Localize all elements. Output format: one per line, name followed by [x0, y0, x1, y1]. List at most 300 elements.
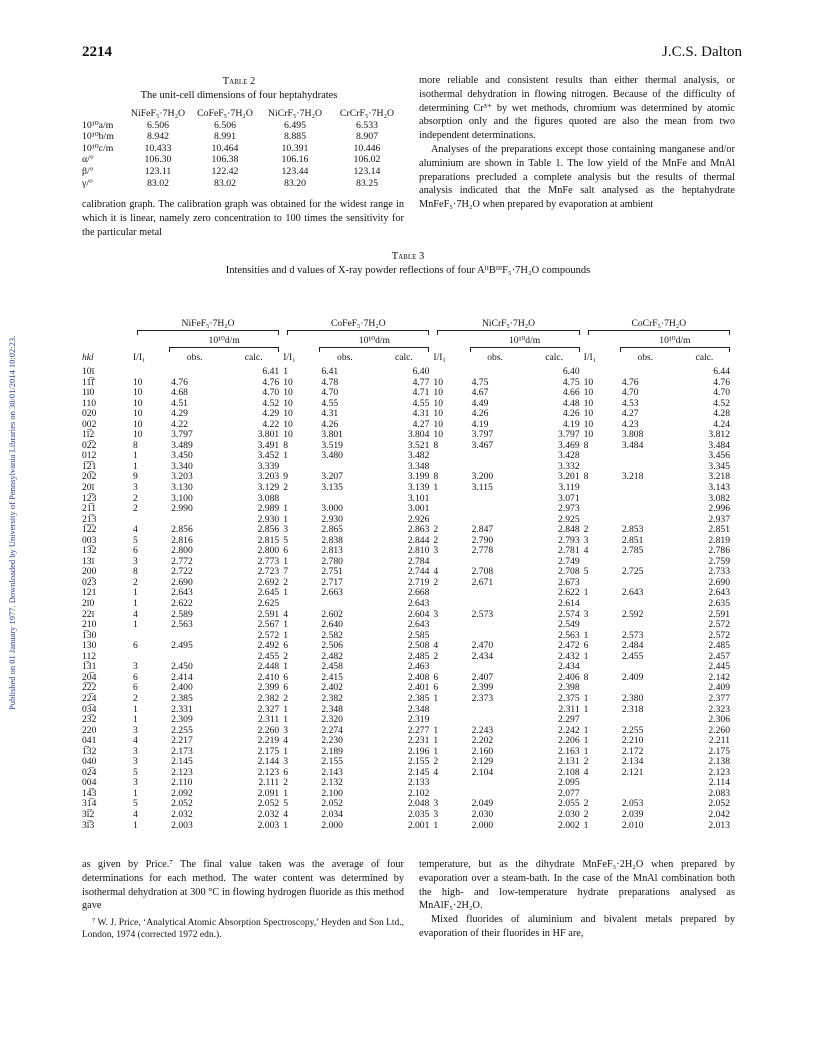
- table3-cell: 1: [283, 629, 288, 641]
- footnote: ⁷ W. J. Price, ‘Analytical Atomic Absorption Spectroscopy,’ Heyden and Son Ltd., London, 1974 (corrected 1972 edn.).: [82, 918, 405, 941]
- table3-cell: 1: [433, 735, 439, 747]
- table3-cell: 23̅2: [82, 714, 97, 726]
- table3-cell: 2.640: [321, 619, 343, 631]
- table3-cell: 3.450: [171, 450, 193, 462]
- table3-column-header: obs.: [637, 352, 654, 363]
- table3-cell: [466, 778, 525, 789]
- table3-cell: [616, 494, 675, 505]
- table3-column-header: I/I₁: [283, 352, 296, 363]
- table3-cell: 2: [433, 524, 439, 536]
- table3-cell: 4: [583, 766, 589, 778]
- table3-cell: 4.77: [412, 376, 430, 388]
- table3-cell: 1: [132, 787, 138, 799]
- table3-column-header: calc.: [394, 352, 413, 363]
- table3-cell: 3.804: [407, 429, 430, 441]
- table3-cell: 2.549: [558, 619, 580, 631]
- table3-cell: 4.70: [321, 387, 339, 399]
- table3-cell: 2.708: [471, 566, 494, 578]
- table3-cell: 6.44: [713, 366, 730, 377]
- table3-cell: 1: [583, 692, 589, 704]
- table3-cell: 20̅2: [82, 471, 97, 483]
- table3-cell: 2.719: [407, 576, 430, 588]
- table3-cell: 2.813: [321, 545, 343, 557]
- table2-cell: 6.495: [283, 119, 307, 131]
- d-label: 10¹⁰d/m: [358, 335, 391, 346]
- table3-cell: [315, 599, 374, 610]
- table3-cell: 2.643: [171, 587, 193, 599]
- table3-cell: 2.926: [407, 513, 430, 525]
- table3-cell: 4: [132, 808, 138, 820]
- table3-cell: 2.863: [407, 524, 430, 536]
- table3-cell: 2.996: [708, 503, 730, 515]
- table3-cell: 2.780: [321, 555, 343, 567]
- table3-cell: 3.001: [407, 503, 430, 515]
- table3-cell: 2.189: [321, 745, 343, 757]
- table3-cell: 2.508: [407, 640, 430, 652]
- table3-cell: 2.003: [257, 819, 280, 831]
- table3-cell: 3.207: [321, 471, 343, 483]
- table3-cell: 2.784: [407, 555, 430, 567]
- d-label: 10¹⁰d/m: [659, 335, 691, 346]
- table3-cell: 4.22: [262, 418, 280, 430]
- table3-cell: 1ī0: [82, 387, 95, 399]
- table3-cell: 2.320: [321, 714, 343, 726]
- table3-cell: 2.643: [407, 619, 430, 631]
- table2-cell: 106.30: [144, 154, 172, 166]
- compound-name: CoFeF₅·7H₂O: [330, 318, 386, 329]
- table3-cell: 13̅2: [82, 545, 97, 557]
- table3-cell: 2.010: [621, 819, 644, 831]
- table3-cell: 2.463: [407, 661, 430, 673]
- table3-cell: 2.448: [257, 661, 280, 673]
- table3-cell: 2.131: [558, 756, 580, 768]
- table3-cell: 2.445: [708, 661, 730, 673]
- table3-cell: 4: [283, 608, 288, 620]
- blank-cell: [133, 335, 165, 347]
- table3-cell: 2.211: [708, 735, 730, 747]
- table3-cell: 31̅4: [82, 798, 97, 810]
- table3-cell: 10: [132, 387, 143, 399]
- table2-header-cell: NiFeF₅·7H₂O: [130, 108, 186, 119]
- table3-cell: 1: [283, 703, 288, 715]
- table2-cell: 123.11: [144, 165, 172, 177]
- table3-cell: [466, 715, 525, 726]
- table3-cell: 2.034: [321, 808, 343, 820]
- table3-cell: 3.797: [558, 429, 580, 441]
- table3-cell: 2.645: [257, 587, 280, 599]
- table3-cell: 2.385: [407, 692, 430, 704]
- right-text-bottom: [419, 858, 735, 941]
- table3-cell: 6.40: [412, 366, 430, 377]
- table2-cell: 8.907: [355, 131, 379, 143]
- table3-cell: [133, 367, 165, 378]
- table3-cell: 020: [82, 408, 97, 420]
- table3-cell: 1: [283, 503, 288, 515]
- table3-cell: 2.690: [171, 576, 193, 588]
- table3-cell: 20̅4: [82, 671, 97, 683]
- table3-cell: [433, 778, 465, 789]
- table2-cell: β/°: [82, 165, 94, 177]
- table3-cell: 2.450: [171, 661, 193, 673]
- table3-cell: 2.455: [621, 650, 644, 662]
- table2-cell: 6.506: [146, 119, 170, 131]
- table3-cell: 4.29: [171, 408, 188, 420]
- table3-cell: 2.175: [257, 745, 280, 757]
- table3-cell: 2.643: [407, 598, 430, 610]
- table3-cell: 200: [82, 566, 97, 578]
- table3-cell: 2.725: [621, 566, 644, 578]
- table3-cell: 2.673: [558, 576, 580, 588]
- table3-cell: [466, 705, 525, 716]
- table3-cell: [584, 504, 616, 515]
- table3: [82, 318, 734, 831]
- table3-cell: 2.348: [321, 703, 343, 715]
- table3-compound-header: [283, 318, 433, 330]
- table3-cell: 2.092: [171, 787, 193, 799]
- table3-cell: 2.398: [558, 682, 580, 694]
- table3-cell: 4.76: [621, 376, 639, 388]
- table3-cell: 2.032: [257, 808, 280, 820]
- table3-cell: 2.385: [171, 692, 193, 704]
- table3-cell: 1̅2̅1: [82, 460, 97, 472]
- table3-compound-header: [584, 318, 734, 330]
- table3-cell: 2: [283, 692, 288, 704]
- table3-column-header-row: [82, 352, 734, 367]
- table2: [82, 108, 404, 189]
- table3-cell: 2.484: [621, 640, 644, 652]
- table3-cell: 4.68: [171, 387, 188, 399]
- table3-cell: 2.778: [471, 545, 494, 557]
- table3-cell: 2.925: [558, 513, 580, 525]
- table2-cell: α/°: [82, 154, 94, 166]
- table3-cell: [283, 599, 315, 610]
- table3-cell: 02̅2: [82, 439, 97, 451]
- table3-cell: 041: [82, 735, 97, 747]
- table3-cell: 3.469: [558, 439, 580, 451]
- table3-cell: 4.23: [621, 418, 639, 430]
- table3-cell: 6.41: [262, 366, 280, 377]
- table3-cell: 2.749: [558, 555, 580, 567]
- table3-cell: 2.114: [708, 777, 730, 789]
- table3-cell: 3.200: [471, 471, 494, 483]
- table3-cell: 3.130: [171, 482, 193, 494]
- table3-cell: 2.485: [708, 640, 730, 652]
- table3-cell: 8: [132, 439, 138, 451]
- table2-cell: 106.38: [211, 154, 239, 166]
- table2-cell: 8.991: [213, 131, 237, 143]
- table3-cell: 10: [132, 376, 143, 388]
- table3-cell: 1: [132, 819, 138, 831]
- table3-column-header: calc.: [545, 352, 564, 363]
- table3-cell: 2.077: [558, 787, 580, 799]
- table3-cell: 4.75: [471, 376, 489, 388]
- table3-cell: 2: [283, 482, 288, 494]
- table2-cell: 8.942: [146, 131, 170, 143]
- table3-cell: [584, 483, 616, 494]
- table3-cell: 2.772: [171, 555, 193, 567]
- table3-cell: 3ī̅3: [82, 819, 95, 831]
- table3-cell: 2.744: [407, 566, 430, 578]
- table3-cell: 3.484: [621, 439, 644, 451]
- table3-cell: 2.142: [708, 671, 730, 683]
- table3-cell: 2.277: [407, 724, 430, 736]
- table3-cell: 2.773: [257, 555, 280, 567]
- table3-cell: 2.123: [257, 766, 280, 778]
- d-label-cell: [165, 335, 283, 347]
- table3-cell: 2.759: [708, 555, 730, 567]
- table3-cell: [433, 715, 465, 726]
- table3-cell: 2.323: [708, 703, 730, 715]
- table3-cell: [584, 715, 616, 726]
- table3-cell: 4.22: [171, 418, 188, 430]
- table2-row: [82, 166, 404, 178]
- table3-cell: 2.414: [171, 671, 193, 683]
- table3-cell: 2.622: [171, 598, 193, 610]
- table-row: [82, 821, 734, 832]
- table-row: [82, 599, 734, 610]
- table2-row: [82, 178, 404, 190]
- table3-cell: 2.373: [471, 692, 494, 704]
- blank-cell: [283, 335, 315, 347]
- table3-cell: 2.133: [407, 777, 430, 789]
- table3-cell: 4: [283, 735, 288, 747]
- table3-cell: 3.801: [321, 429, 343, 441]
- table3-cell: 2: [583, 808, 589, 820]
- table3-cell: 2.110: [171, 777, 193, 789]
- table3-cell: 2: [583, 798, 589, 810]
- table3-cell: 2.810: [407, 545, 430, 557]
- table3-cell: 9: [132, 471, 138, 483]
- table2-title: The unit-cell dimensions of four heptahydrates: [140, 90, 338, 101]
- table3-cell: 2.129: [471, 756, 494, 768]
- table3-cell: 3.340: [171, 460, 193, 472]
- table3-cell: 5: [583, 566, 589, 578]
- table3-cell: 2.083: [708, 787, 730, 799]
- table3-cell: 2.723: [257, 566, 280, 578]
- table3-cell: 2.260: [708, 724, 730, 736]
- table3-cell: 8: [583, 439, 589, 451]
- table3-cell: 10: [132, 397, 143, 409]
- table3-cell: 2.692: [257, 576, 280, 588]
- table3-cell: 2ī0: [82, 598, 95, 610]
- table3-cell: 4: [583, 545, 589, 557]
- table3-cell: 8: [132, 566, 138, 578]
- blank-cell: [82, 335, 133, 347]
- page-number: 2214: [82, 44, 112, 60]
- table3-cell: 3.115: [471, 482, 493, 494]
- table3-cell: 5: [132, 798, 138, 810]
- table3-cell: 3.218: [621, 471, 644, 483]
- table3-cell: [616, 451, 675, 462]
- table3-cell: 3.000: [321, 503, 343, 515]
- table3-cell: 4.24: [713, 418, 730, 430]
- table3-cell: [584, 778, 616, 789]
- blank-cell: [584, 335, 616, 347]
- table3-cell: 2.930: [257, 513, 280, 525]
- table2-cell: 10¹⁰b/m: [82, 131, 114, 143]
- table3-cell: 3: [583, 608, 589, 620]
- table3-cell: 2.816: [171, 534, 193, 546]
- table-row: [82, 715, 734, 726]
- table2-cell: 10.433: [144, 142, 172, 154]
- table3-cell: 2.102: [407, 787, 430, 799]
- table3-cell: 7: [283, 566, 288, 578]
- table3-cell: 2.572: [257, 629, 280, 641]
- table3-cell: 1: [583, 629, 589, 641]
- table3-cell: 10: [283, 418, 293, 430]
- table3-cell: 3: [283, 524, 288, 536]
- table3-cell: 2.231: [407, 735, 430, 747]
- table2-cell: 6.533: [355, 119, 379, 131]
- table3-cell: 6: [433, 671, 439, 683]
- table3-cell: 2.052: [708, 798, 730, 810]
- table3-cell: 002: [82, 418, 97, 430]
- table3-cell: 2.458: [321, 661, 343, 673]
- table2-cell: 106.02: [353, 154, 381, 166]
- left-text-bottom: [82, 858, 404, 941]
- table3-cell: 2.327: [257, 703, 280, 715]
- table2-cell: 10.391: [281, 142, 309, 154]
- table3-cell: 2: [583, 524, 589, 536]
- table3-cell: [165, 367, 224, 378]
- paragraph: Mixed fluorides of aluminium and bivalent metals prepared by evaporation of their fluorides in HF are,: [419, 914, 735, 939]
- table3-cell: [466, 367, 525, 378]
- table2-header-cell: CrCrF₅·7H₂O: [339, 108, 395, 119]
- table3-cell: 2.856: [171, 524, 193, 536]
- table3-cell: 4.19: [562, 418, 580, 430]
- table3-cell: 3: [433, 545, 439, 557]
- table3-cell: 2.400: [171, 682, 193, 694]
- table3-cell: 1: [283, 587, 288, 599]
- table3-cell: 1: [283, 714, 288, 726]
- table3-cell: 2.123: [171, 766, 193, 778]
- table3-cell: 2.800: [257, 545, 280, 557]
- table3-cell: 2.052: [171, 798, 193, 810]
- table3-cell: 3.812: [708, 429, 730, 441]
- table3-cell: 3ī̅2: [82, 808, 95, 820]
- table3-cell: 2.111: [258, 777, 280, 789]
- table3-cell: [283, 462, 315, 473]
- table3-cell: 6: [283, 766, 288, 778]
- table3-cell: 2.173: [171, 745, 193, 757]
- table3-compound-row: [82, 318, 734, 330]
- table3-cell: 3.345: [708, 460, 730, 472]
- table3-cell: 2.563: [171, 619, 193, 631]
- table3-cell: 8: [283, 439, 288, 451]
- table3-cell: 2.722: [171, 566, 193, 578]
- table3-cell: 1: [283, 745, 288, 757]
- table3-cell: 2.567: [257, 619, 280, 631]
- table3-cell: 3: [132, 724, 138, 736]
- table3-cell: 2.589: [171, 608, 193, 620]
- table3-cell: 2.003: [171, 819, 193, 831]
- table3-cell: 10: [583, 418, 594, 430]
- table3-cell: 2: [433, 650, 439, 662]
- table2-cell: 123.44: [281, 165, 309, 177]
- table3-cell: 3.143: [708, 482, 730, 494]
- table3-cell: 4.71: [412, 387, 430, 399]
- table3-cell: 4.26: [562, 408, 580, 420]
- table3-cell: 3.088: [257, 492, 280, 504]
- table3-cell: 2.311: [257, 714, 280, 726]
- table3-cell: 2.604: [407, 608, 430, 620]
- table3-cell: [616, 367, 675, 378]
- table3-cell: 22̅4: [82, 692, 97, 704]
- table3-compound-header: [433, 318, 583, 330]
- table3-cell: [584, 620, 616, 631]
- table3-cell: 3: [433, 608, 439, 620]
- table3-cell: [616, 504, 675, 515]
- table3-cell: 2.602: [321, 608, 343, 620]
- table3-cell: 1: [283, 819, 288, 831]
- table3-cell: [466, 504, 525, 515]
- table3-cell: 130: [82, 640, 97, 652]
- table3-cell: [584, 599, 616, 610]
- table3-cell: 6.40: [562, 366, 580, 377]
- table3-cell: 2.000: [471, 819, 494, 831]
- table3-cell: 2.030: [558, 808, 580, 820]
- table3-cell: 5: [283, 798, 288, 810]
- table3-cell: 10: [433, 376, 443, 388]
- table2-cell: 83.02: [213, 177, 237, 189]
- table3-cell: 2.163: [558, 745, 580, 757]
- table3-cell: 2.202: [471, 735, 494, 747]
- table3-cell: 4.28: [713, 408, 730, 420]
- table3-cell: 2.717: [321, 576, 343, 588]
- table3-cell: 1: [283, 619, 288, 631]
- table3-cell: 2.002: [558, 819, 580, 831]
- table3-cell: 1̅30: [82, 629, 97, 641]
- table3-cell: 12̅3: [82, 492, 97, 504]
- table3-cell: 3: [132, 777, 138, 789]
- table3-cell: 4: [433, 640, 439, 652]
- table3-cell: 6.41: [321, 366, 339, 377]
- table3-cell: 2.175: [708, 745, 730, 757]
- table3-cell: 2.145: [171, 756, 193, 768]
- table3-cell: 4: [433, 566, 439, 578]
- table3-cell: 2.155: [321, 756, 343, 768]
- table3-cell: 012: [82, 450, 97, 462]
- table3-cell: 10: [283, 387, 293, 399]
- table3-cell: 2.380: [621, 692, 644, 704]
- table3-cell: 6: [433, 682, 439, 694]
- table3-cell: [616, 483, 675, 494]
- table3-cell: 2.230: [321, 735, 343, 747]
- table3-cell: 2.937: [708, 513, 730, 525]
- table3-column-header: hkl: [82, 352, 94, 363]
- table3-cell: [466, 620, 525, 631]
- table2-cell: 123.14: [353, 165, 381, 177]
- table-row: [82, 367, 734, 378]
- table3-cell: 1: [283, 450, 288, 462]
- table2-cell: 10.446: [353, 142, 381, 154]
- table3-cell: 6: [283, 671, 288, 683]
- table3-cell: 3.482: [407, 450, 430, 462]
- table3-cell: 2.132: [321, 777, 343, 789]
- table3-cell: 4: [283, 808, 288, 820]
- table3-cell: [466, 588, 525, 599]
- table3-cell: 3: [433, 808, 439, 820]
- table3-cell: 2.053: [621, 798, 644, 810]
- table3-cell: [616, 715, 675, 726]
- table3-cell: 1: [433, 724, 439, 736]
- table3-cell: 1: [132, 598, 138, 610]
- table3-cell: [433, 504, 465, 515]
- left-text-top: calibration graph. The calibration graph was obtained for the widest range in which it is linear, namely zero concentration to 100 times the sensitivity for the particular metal: [82, 199, 404, 238]
- table3-cell: 4.26: [471, 408, 489, 420]
- table3-cell: 2.155: [407, 756, 430, 768]
- table3-cell: 2: [283, 650, 288, 662]
